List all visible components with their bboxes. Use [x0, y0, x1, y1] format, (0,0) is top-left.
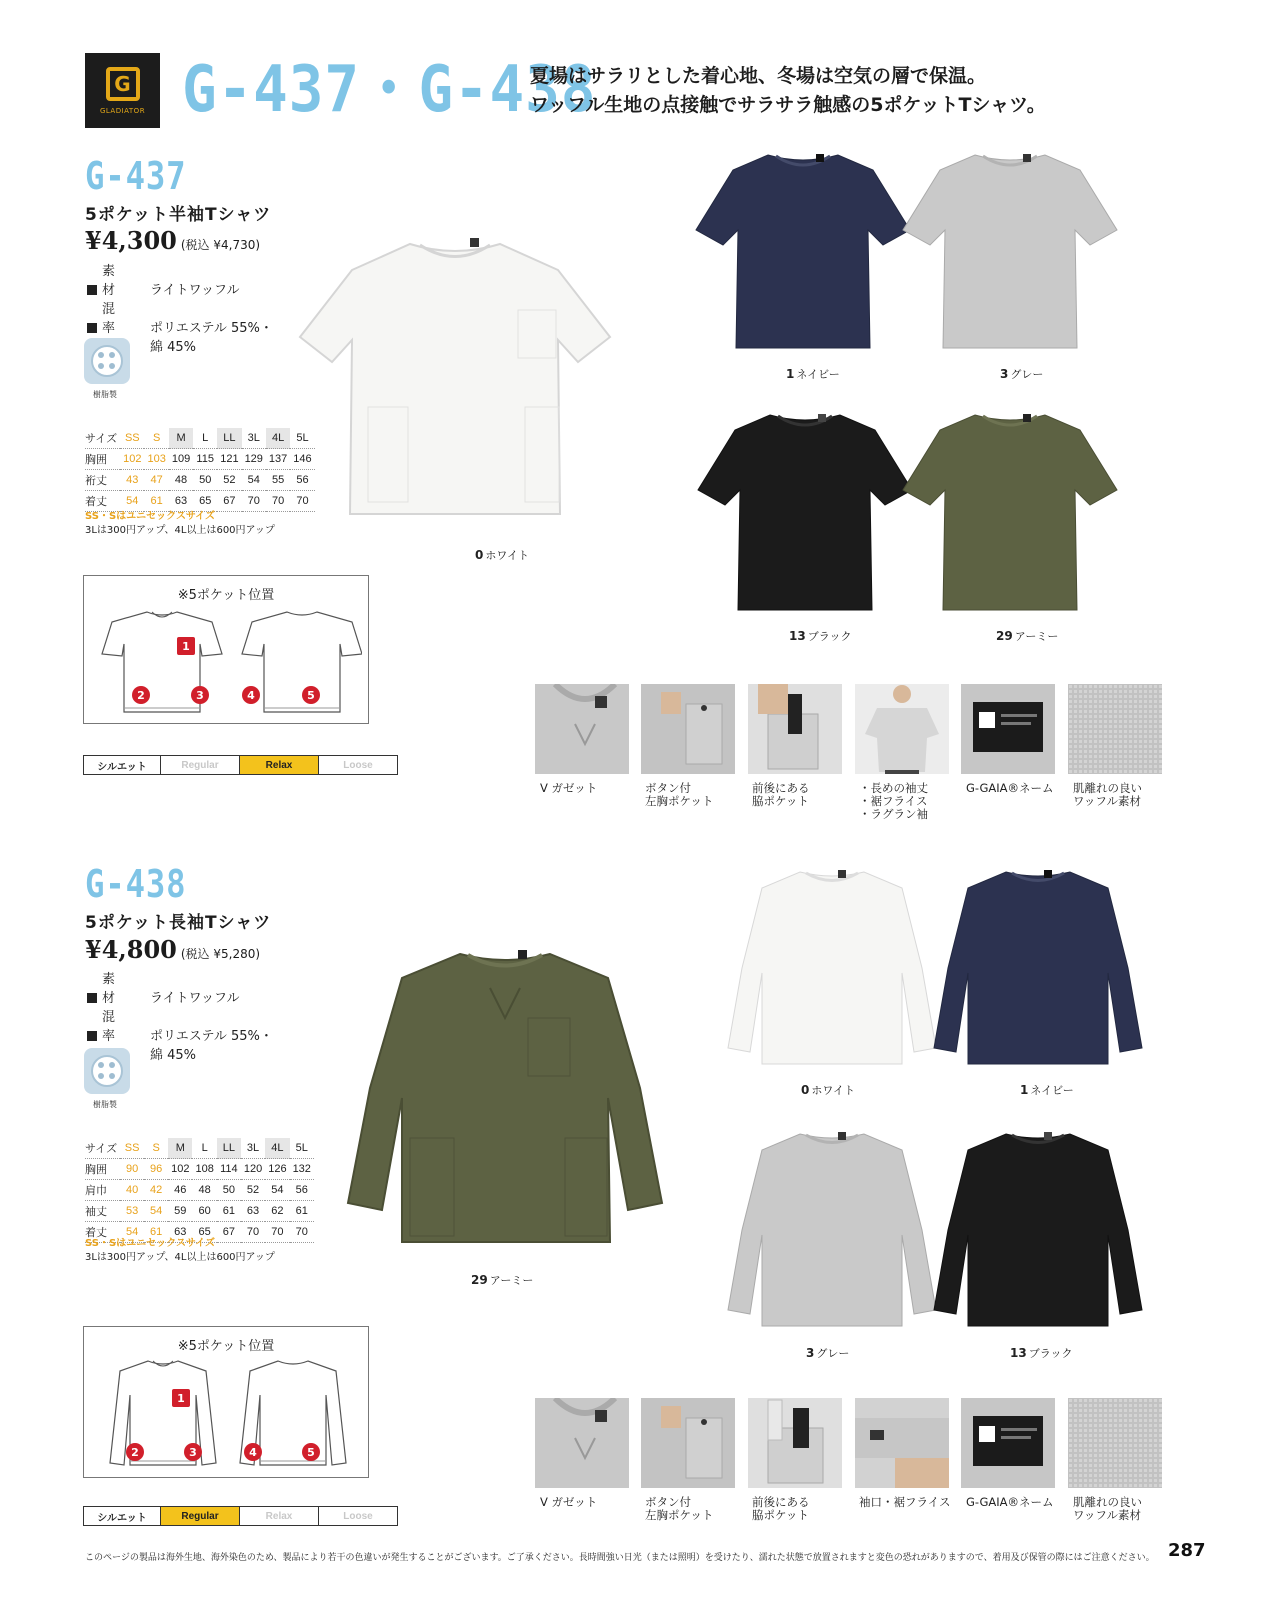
spec-material: ライトワッフル	[150, 283, 240, 298]
tagline	[530, 62, 1046, 120]
logo-g-mark: G	[106, 67, 140, 101]
pocket-marker-4: 4	[244, 1443, 262, 1461]
detail-photo-v-gusset	[535, 1398, 629, 1488]
shirt-g437-white	[290, 232, 620, 532]
color-caption: 0 ホワイト	[801, 1083, 856, 1097]
detail-caption: 肌離れの良い ワッフル素材	[1073, 781, 1142, 808]
pocket-marker-5: 5	[302, 686, 320, 704]
silhouette-regular: Regular	[160, 755, 240, 775]
detail-photo-waffle	[1068, 1398, 1162, 1488]
spec-material-label: 素 材	[102, 264, 122, 298]
detail-photo-cuff	[855, 1398, 949, 1488]
color-caption: 29 アーミー	[996, 629, 1059, 643]
page-title: G-437・G-438	[182, 53, 597, 127]
shirt-g438-black	[928, 1130, 1148, 1340]
shirt-g438-navy	[928, 868, 1148, 1078]
button-caption: 樹脂製	[93, 1100, 117, 1109]
spec-material: ライトワッフル	[150, 991, 240, 1006]
detail-caption: 前後にある 脇ポケット	[752, 1495, 810, 1522]
detail-photo-chest-pocket	[641, 684, 735, 774]
table-row: 着丈 54 61 63 65 67 70 70 70	[85, 491, 315, 512]
table-row: 着丈 54 61 63 65 67 70 70 70	[85, 1222, 314, 1243]
resin-button-icon	[84, 1048, 130, 1094]
tagline-line2: ワッフル生地の点接触でサラサラ触感の5ポケットTシャツ。	[530, 94, 1046, 116]
pocket-title: ※5ポケット位置	[177, 1339, 275, 1354]
silhouette-relax: Relax	[239, 755, 319, 775]
size-note-price: 3Lは300円アップ、4L以上は600円アップ	[85, 1252, 275, 1263]
product-price	[85, 935, 260, 964]
color-caption: 29 アーミー	[471, 1273, 534, 1287]
spec-blend: ポリエステル 55%・	[150, 321, 273, 336]
gladiator-logo	[85, 53, 160, 128]
pocket-position-diagram	[83, 575, 369, 724]
detail-caption: V ガゼット	[540, 781, 598, 795]
spec-blend-2: 綿 45%	[150, 1048, 197, 1063]
detail-photo-side-pocket	[748, 1398, 842, 1488]
spec-blend: ポリエステル 55%・	[150, 1029, 273, 1044]
price-value: ¥4,800	[85, 935, 177, 964]
size-note-unisex: SS・Sはユニセックスサイズ	[85, 1238, 216, 1249]
page-number: 287	[1168, 1540, 1206, 1561]
detail-photo-side-pocket	[748, 684, 842, 774]
short-sleeve-diagram	[92, 604, 362, 719]
price-tax: (税込 ¥4,730)	[180, 238, 261, 252]
detail-caption: ボタン付 左胸ポケット	[645, 781, 714, 808]
silhouette-label: シルエット	[83, 1506, 161, 1526]
color-caption: 13 ブラック	[1010, 1346, 1073, 1360]
silhouette-label: シルエット	[83, 755, 161, 775]
button-caption: 樹脂製	[93, 390, 117, 399]
detail-photo-label	[961, 1398, 1055, 1488]
pocket-marker-5: 5	[302, 1443, 320, 1461]
footer-note: このページの製品は海外生地、海外染色のため、製品により若干の色違いが発生することがございます。ご了承ください。長時間強い日光（または照明）を受けたり、濡れた状態で放置されますと変色の恐れがありますので、着用及び保管の際にはご注意ください。	[85, 1553, 1155, 1563]
color-caption: 13 ブラック	[789, 629, 852, 643]
detail-photo-waffle	[1068, 684, 1162, 774]
product-name: 5ポケット半袖Tシャツ	[85, 205, 272, 225]
table-row: 袖丈 53 54 59 60 61 63 62 61	[85, 1201, 314, 1222]
table-row: 胸囲 90 96 102 108 114 120 126 132	[85, 1159, 314, 1180]
product-price	[85, 226, 260, 255]
color-caption: 1 ネイビー	[1020, 1083, 1074, 1097]
detail-caption: 袖口・裾フライス	[859, 1495, 951, 1509]
shirt-g437-black	[690, 410, 920, 620]
price-value: ¥4,300	[85, 226, 177, 255]
shirt-g437-navy	[688, 150, 918, 355]
table-row: 胸囲 102 103 109 115 121 129 137 146	[85, 449, 315, 470]
pocket-marker-1: 1	[172, 1389, 190, 1407]
spec-blend-label: 混 率	[102, 1010, 122, 1044]
detail-caption: 肌離れの良い ワッフル素材	[1073, 1495, 1142, 1522]
detail-photo-chest-pocket	[641, 1398, 735, 1488]
color-caption: 3 グレー	[806, 1346, 850, 1360]
detail-photo-v-gusset	[535, 684, 629, 774]
shirt-g437-army	[895, 410, 1125, 620]
pocket-marker-1: 1	[177, 637, 195, 655]
shirt-g438-gray	[722, 1130, 942, 1340]
size-note-unisex: SS・Sはユニセックスサイズ	[85, 511, 216, 522]
silhouette-scale	[83, 755, 397, 775]
pocket-marker-2: 2	[126, 1443, 144, 1461]
logo-wordmark: GLADIATOR	[99, 106, 146, 115]
size-table-header: サイズ SS S M L LL 3L 4L 5L	[85, 1138, 314, 1159]
size-table	[85, 1138, 314, 1243]
pocket-title: ※5ポケット位置	[177, 588, 275, 603]
pocket-position-diagram	[83, 1326, 369, 1478]
silhouette-loose: Loose	[318, 755, 398, 775]
color-caption: 3 グレー	[1000, 367, 1044, 381]
detail-caption: G-GAIA®ネーム	[966, 1495, 1054, 1509]
size-note-price: 3Lは300円アップ、4L以上は600円アップ	[85, 525, 275, 536]
shirt-g438-army	[340, 948, 680, 1260]
detail-caption: 前後にある 脇ポケット	[752, 781, 810, 808]
silhouette-loose: Loose	[318, 1506, 398, 1526]
product-name: 5ポケット長袖Tシャツ	[85, 913, 272, 933]
product-code: G-438	[85, 862, 187, 906]
resin-button-icon	[84, 338, 130, 384]
shirt-g438-white	[722, 868, 942, 1078]
silhouette-relax: Relax	[239, 1506, 319, 1526]
size-table-header: サイズ SS S M L LL 3L 4L 5L	[85, 428, 315, 449]
color-caption: 0 ホワイト	[475, 548, 530, 562]
detail-caption: V ガゼット	[540, 1495, 598, 1509]
table-row: 裄丈 43 47 48 50 52 54 55 56	[85, 470, 315, 491]
price-tax: (税込 ¥5,280)	[180, 947, 261, 961]
detail-caption: ボタン付 左胸ポケット	[645, 1495, 714, 1522]
detail-caption: G-GAIA®ネーム	[966, 781, 1054, 795]
spec-material-label: 素 材	[102, 972, 122, 1006]
detail-photo-model	[855, 684, 949, 774]
silhouette-scale	[83, 1506, 397, 1526]
pocket-marker-2: 2	[132, 686, 150, 704]
product-code: G-437	[85, 154, 187, 198]
size-table	[85, 428, 315, 512]
shirt-g437-gray	[895, 150, 1125, 355]
pocket-marker-3: 3	[184, 1443, 202, 1461]
pocket-marker-3: 3	[191, 686, 209, 704]
silhouette-regular: Regular	[160, 1506, 240, 1526]
table-row: 肩巾 40 42 46 48 50 52 54 56	[85, 1180, 314, 1201]
tagline-line1: 夏場はサラリとした着心地、冬場は空気の層で保温。	[530, 65, 987, 87]
detail-photo-label	[961, 684, 1055, 774]
spec-blend-label: 混 率	[102, 302, 122, 336]
color-caption: 1 ネイビー	[786, 367, 840, 381]
spec-blend-2: 綿 45%	[150, 340, 197, 355]
pocket-marker-4: 4	[242, 686, 260, 704]
detail-caption: ・長めの袖丈 ・裾フライス ・ラグラン袖	[859, 781, 928, 821]
